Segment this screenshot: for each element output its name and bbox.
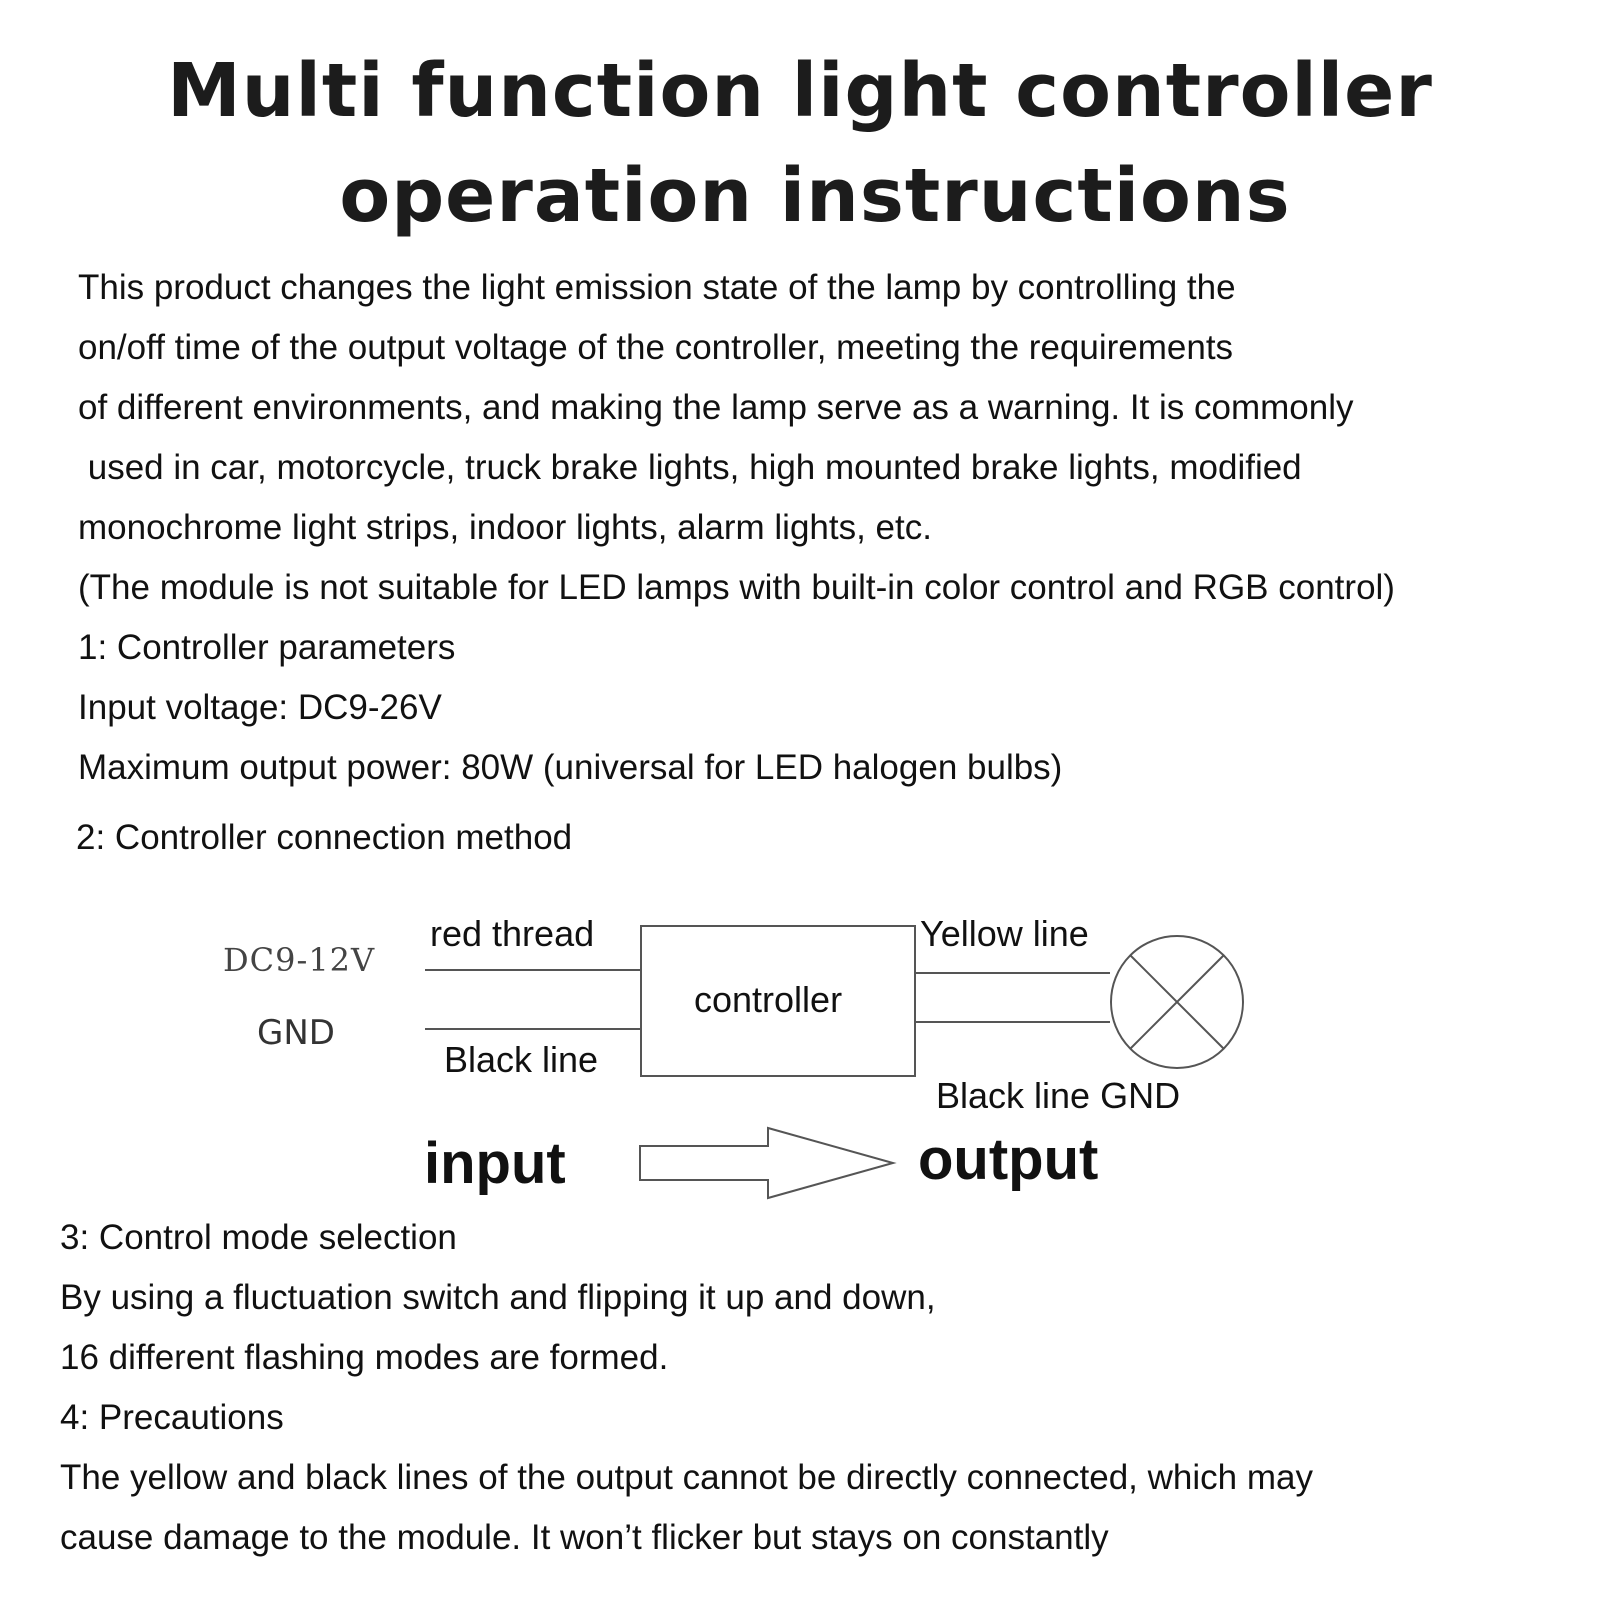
intro-line-2: on/off time of the output voltage of the controller, meeting the requirements [78,328,1234,367]
wiring-drawing [0,880,1600,1220]
section-3-heading: 3: Control mode selection [60,1218,457,1257]
supply-voltage-label: DC9-12V [223,941,376,979]
gnd-label: GND [257,1013,335,1053]
lamp-icon [1111,936,1243,1068]
connection-diagram [0,880,1600,1220]
output-label: output [918,1127,1099,1192]
control-mode-line-2: 16 different flashing modes are formed. [60,1338,669,1377]
section-4-heading: 4: Precautions [60,1398,284,1437]
input-voltage: Input voltage: DC9-26V [78,688,442,727]
precaution-line-1: The yellow and black lines of the output cannot be directly connected, which may [60,1458,1313,1497]
section-2-heading: 2: Controller connection method [76,818,573,857]
control-mode-line-1: By using a fluctuation switch and flipping it up and down, [60,1278,936,1317]
intro-line-3: of different environments, and making the lamp serve as a warning. It is commonly [78,388,1354,427]
intro-line-4: used in car, motorcycle, truck brake lights, high mounted brake lights, modified [78,448,1302,487]
yellow-wire-label: Yellow line [920,913,1089,954]
black-wire-in-label: Black line [444,1039,599,1080]
input-label: input [424,1131,566,1196]
black-wire-out-label: Black line GND [936,1075,1181,1116]
intro-line-1: This product changes the light emission state of the lamp by controlling the [78,268,1236,307]
direction-arrow-icon [640,1128,893,1198]
max-output-power: Maximum output power: 80W (universal for LED halogen bulbs) [78,748,1063,787]
red-wire-label: red thread [430,913,595,954]
controller-label: controller [694,979,843,1020]
precaution-line-2: cause damage to the module. It won’t flicker but stays on constantly [60,1518,1109,1557]
intro-note: (The module is not suitable for LED lamps with built-in color control and RGB control) [78,568,1395,607]
section-1-heading: 1: Controller parameters [78,628,456,667]
intro-line-5: monochrome light strips, indoor lights, alarm lights, etc. [78,508,932,547]
page-title-line-1: Multi function light controller [167,48,1433,134]
page-title-line-2: operation instructions [339,153,1291,239]
